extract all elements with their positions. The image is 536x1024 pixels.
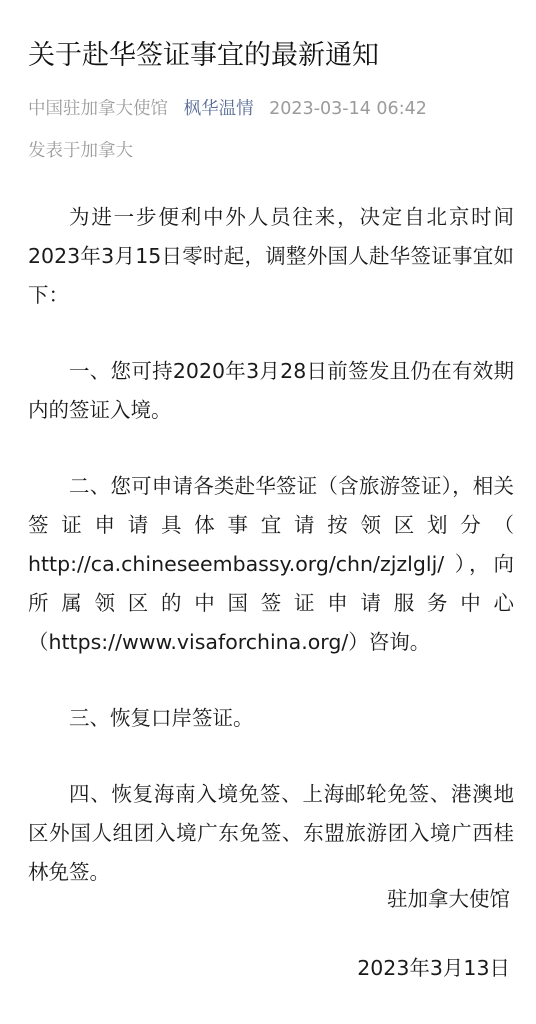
source-name: 中国驻加拿大使馆 bbox=[28, 99, 168, 119]
signature: 驻加拿大使馆 bbox=[387, 887, 510, 911]
item-1-paragraph: 一、您可持2020年3月28日前签发且仍在有效期内的签证入境。 bbox=[28, 359, 514, 422]
account-link[interactable]: 枫华温情 bbox=[183, 99, 254, 119]
publish-location: 发表于加拿大 bbox=[28, 141, 133, 161]
intro-paragraph: 为进一步便利中外人员往来，决定自北京时间2023年3月15日零时起，调整外国人赴华签证事宜如下： bbox=[28, 205, 514, 307]
item-4-paragraph: 四、恢复海南入境免签、上海邮轮免签、港澳地区外国人组团入境广东免签、东盟旅游团入境广西桂林免签。 bbox=[28, 782, 514, 884]
item-3-paragraph: 三、恢复口岸签证。 bbox=[69, 706, 254, 730]
signature-date: 2023年3月13日 bbox=[357, 956, 510, 980]
article-title: 关于赴华签证事宜的最新通知 bbox=[28, 40, 379, 71]
publish-time: 2023-03-14 06:42 bbox=[269, 99, 427, 119]
article-body bbox=[28, 198, 514, 929]
article-meta bbox=[28, 96, 528, 122]
item-2-paragraph: 二、您可申请各类赴华签证（含旅游签证），相关签证申请具体事宜请按领区划分（ http://ca.chineseembassy.org/chn/zjzlglj/ ），向所属领区的中国签证申请服务中心（https://www.visaforchina.org/）咨询。 bbox=[28, 474, 514, 654]
